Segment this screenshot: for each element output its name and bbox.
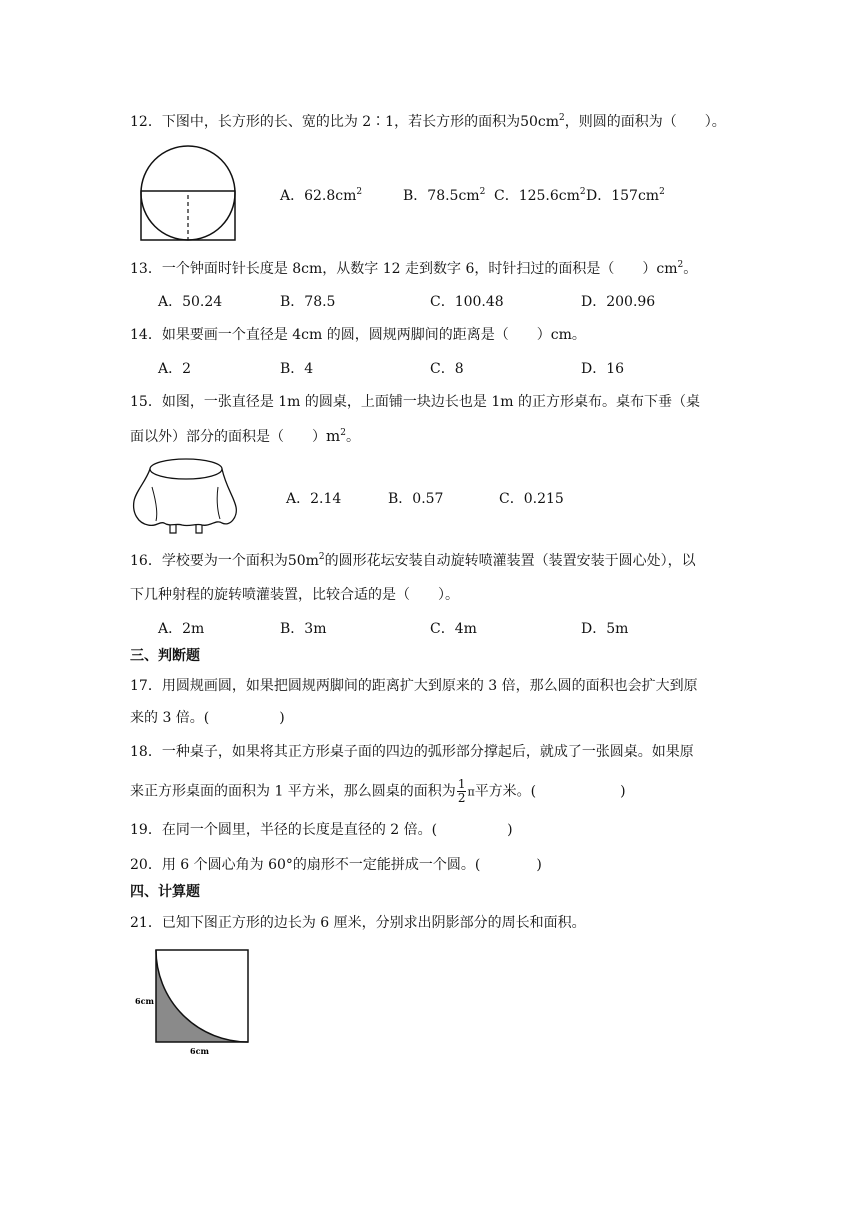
q14-option-d[interactable]: D．16 [581, 361, 625, 377]
q15-line1: 15．如图，一张直径是 1m 的圆桌，上面铺一块边长也是 1m 的正方形桌布。桌布下垂（桌 [130, 394, 700, 410]
q12-figure [140, 145, 236, 241]
q16-option-d[interactable]: D．5m [581, 621, 629, 637]
q12-text-a: 12．下图中，长方形的长、宽的比为 2∶1，若长方形的面积为 [130, 114, 521, 130]
side-label: 6cm [135, 996, 154, 1006]
q14-option-b[interactable]: B．4 [280, 361, 314, 377]
q12-text-b: ，则圆的面积为（ ）。 [564, 114, 726, 130]
q14-stem: 14．如果要画一个直径是 4cm 的圆，圆规两脚间的距离是（ ）cm。 [130, 327, 586, 343]
q12-option-b[interactable]: B．$78.5cm^2$ [403, 187, 486, 204]
table-cloth-figure [130, 457, 242, 537]
q21-square-figure [130, 946, 254, 1056]
q13-stem: 13．一个钟面时针长度是 8cm，从数字 12 走到数字 6，时针扫过的面积是（ ）$cm^2$。 [130, 260, 698, 277]
q15-option-b[interactable]: B．0.57 [388, 491, 444, 507]
shaded-region [156, 950, 248, 1042]
q15-line2: 面以外）部分的面积是（ ）$m^2$。 [130, 427, 360, 445]
q13-option-d[interactable]: D．200.96 [581, 294, 656, 310]
q13-option-c[interactable]: C．100.48 [430, 294, 504, 310]
q16-line2: 下几种射程的旋转喷灌装置，比较合适的是（ ）。 [130, 587, 459, 603]
q17-line1: 17．用圆规画圆，如果把圆规两脚间的距离扩大到原来的 3 倍，那么圆的面积也会扩大到原 [130, 678, 698, 694]
q14-option-c[interactable]: C．8 [430, 361, 464, 377]
section-heading-judgment: 三、判断题 [130, 648, 200, 664]
q13-option-b[interactable]: B．78.5 [280, 294, 336, 310]
q16-option-c[interactable]: C．4m [430, 621, 477, 637]
q21-stem: 21．已知下图正方形的边长为 6 厘米，分别求出阴影部分的周长和面积。 [130, 915, 586, 931]
section-heading-calculation: 四、计算题 [130, 884, 200, 900]
q16-line1: 16．学校要为一个面积为$50m^2$的圆形花坛安装自动旋转喷灌装置（装置安装于圆心处），以 [130, 552, 696, 569]
q13-option-a[interactable]: A．50.24 [158, 294, 223, 310]
bottom-label: 6cm [190, 1046, 209, 1056]
q18-line2: 来正方形桌面的面积为 1 平方米，那么圆桌的面积为 $\frac{1}{2}$ π平方米。( ) [130, 777, 626, 805]
q19-stem: 19．在同一个圆里，半径的长度是直径的 2 倍。( ) [130, 822, 513, 838]
q12-stem: 12．下图中，长方形的长、宽的比为 2∶1，若长方形的面积为$50cm^2$，则圆的面积为（ ）。 [130, 113, 726, 130]
q16-option-a[interactable]: A．2m [158, 621, 205, 637]
q16-option-b[interactable]: B．3m [280, 621, 327, 637]
fraction: $\frac{1}{2}$ [457, 777, 466, 805]
q12-option-a[interactable]: A．$62.8cm^2$ [280, 187, 363, 204]
q18-line1: 18．一种桌子，如果将其正方形桌子面的四边的弧形部分撑起后，就成了一张圆桌。如果原 [130, 744, 694, 760]
q12-option-c[interactable]: C．$125.6cm^2$ [494, 187, 586, 204]
q20-stem: 20．用 6 个圆心角为 60°的扇形不一定能拼成一个圆。( ) [130, 857, 542, 873]
q12-area: 50cm [520, 114, 560, 130]
q14-option-a[interactable]: A．2 [158, 361, 192, 377]
q12-option-d[interactable]: D．$157cm^2$ [586, 187, 665, 204]
q17-line2: 来的 3 倍。( ) [130, 710, 285, 726]
q15-option-a[interactable]: A．2.14 [286, 491, 342, 507]
q15-option-c[interactable]: C．0.215 [499, 491, 564, 507]
